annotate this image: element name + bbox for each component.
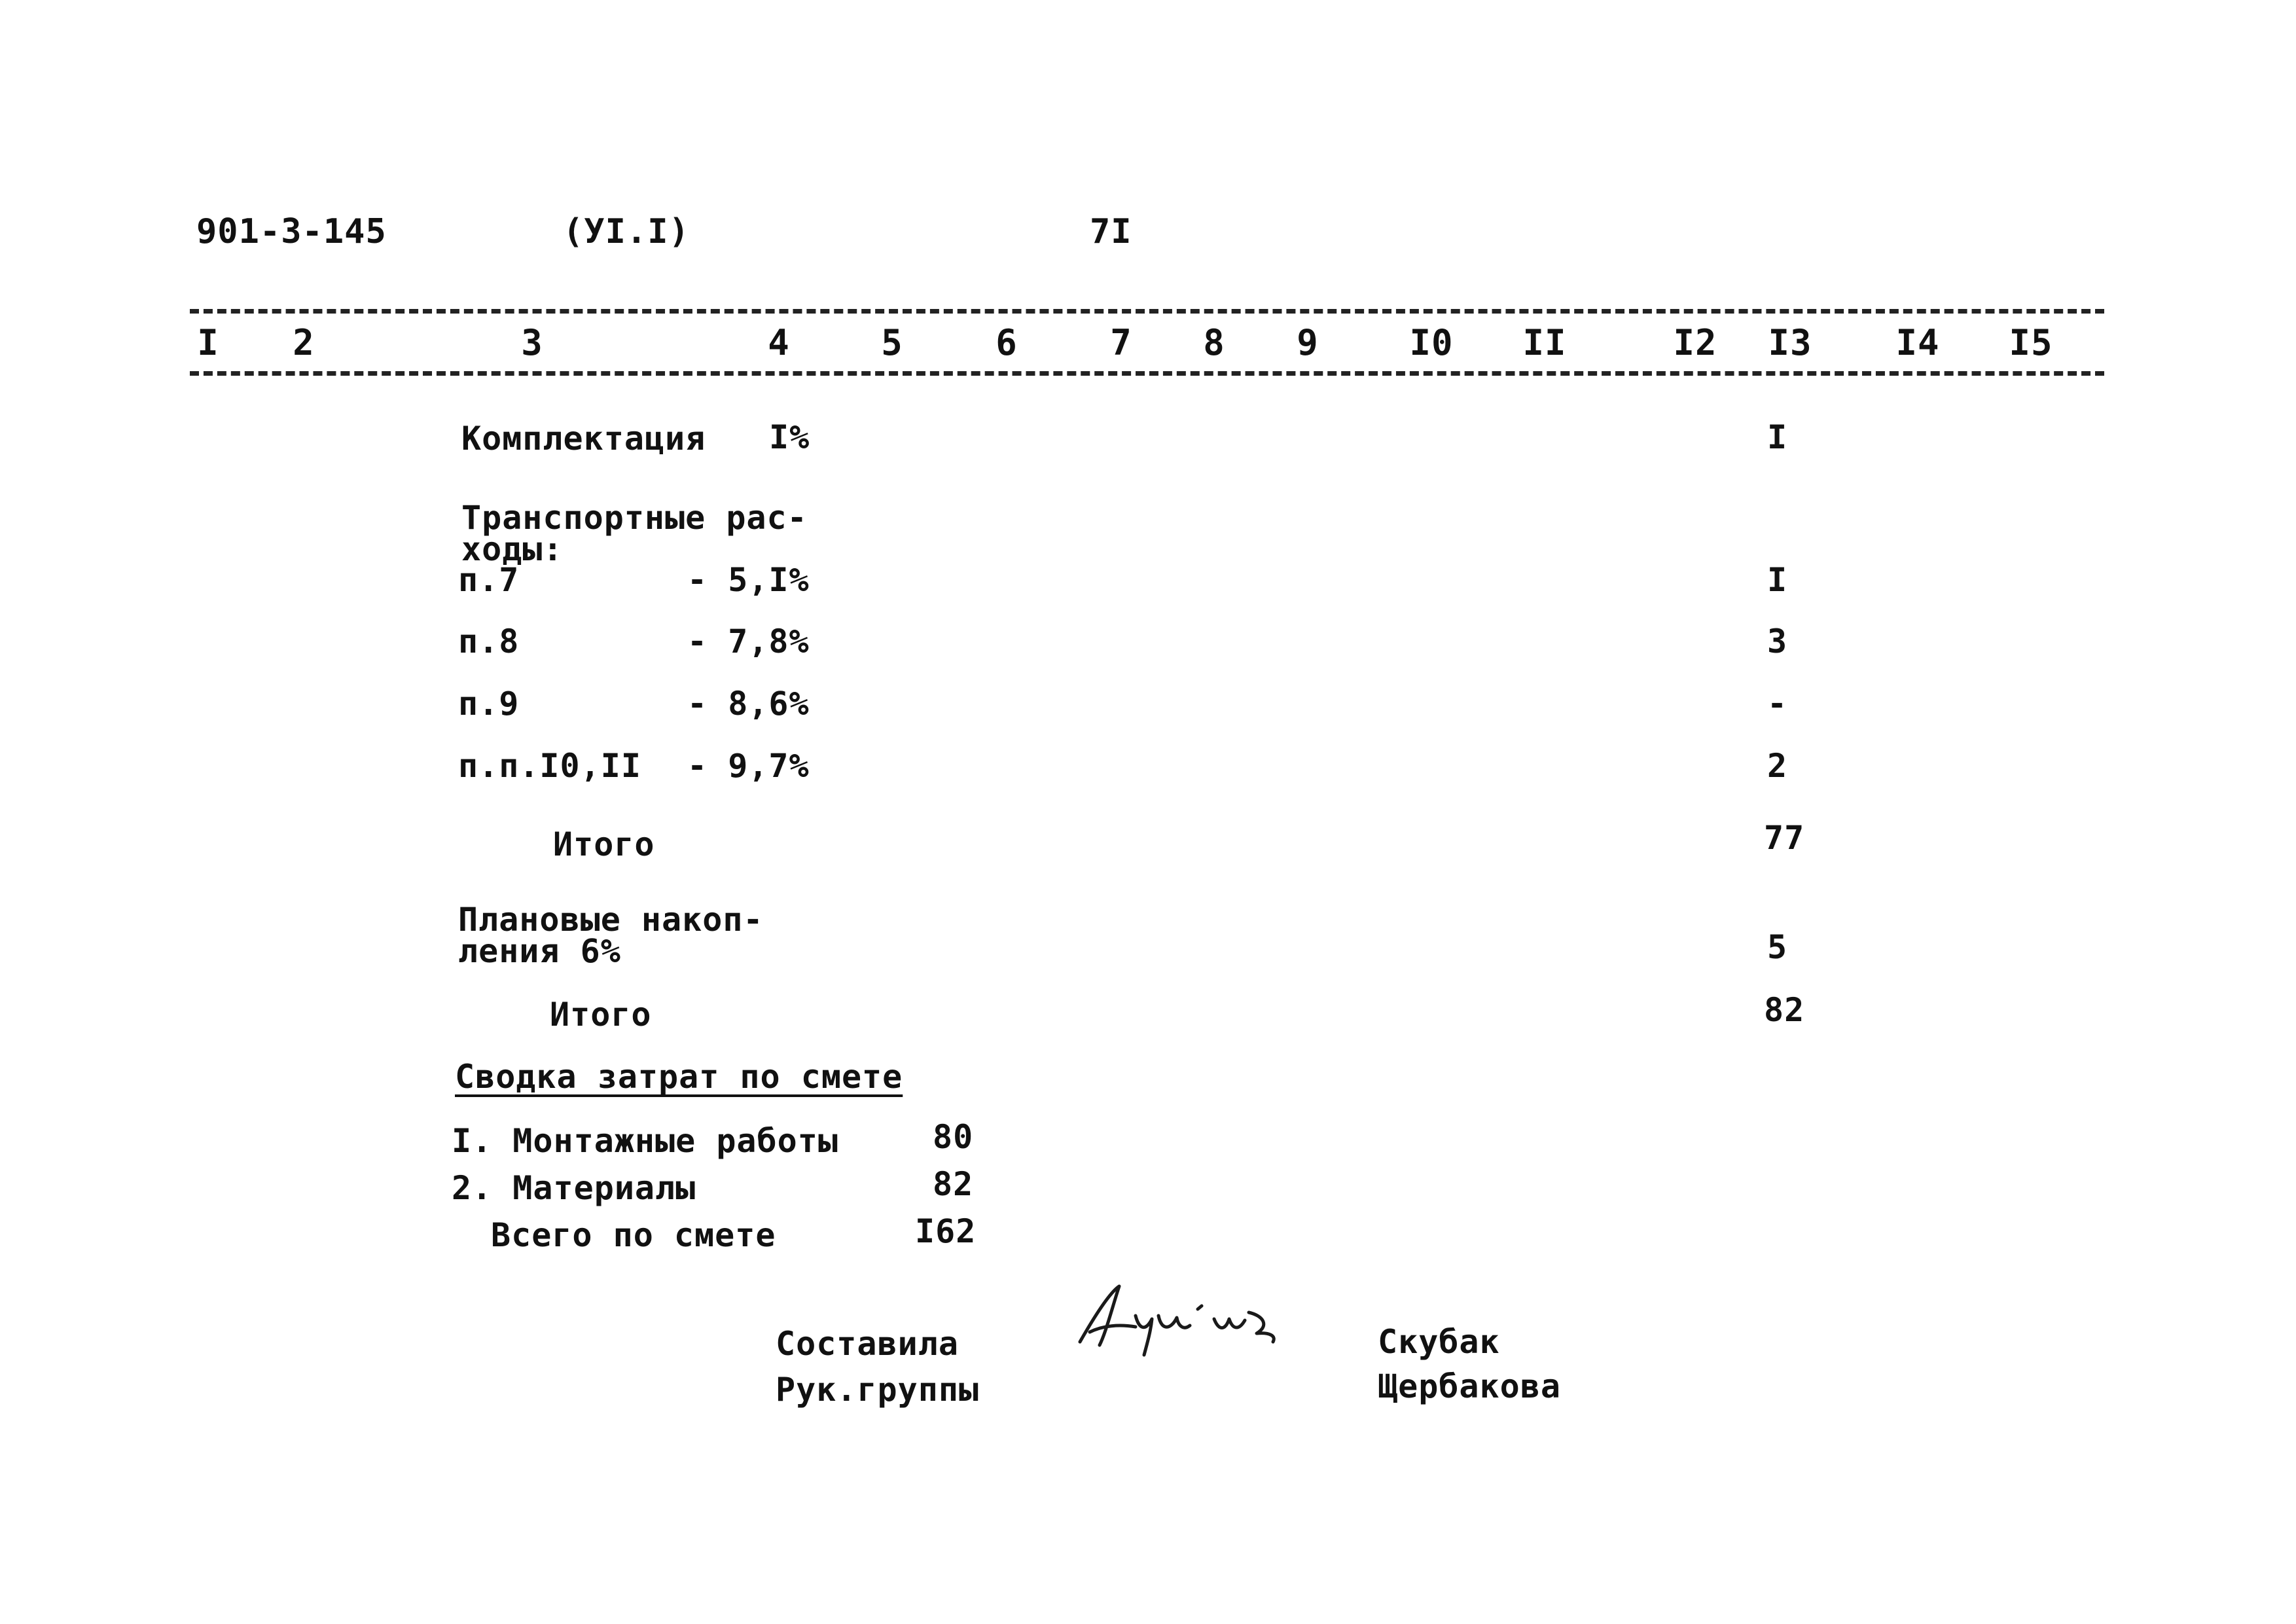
p9-label: п.9 <box>458 685 520 723</box>
plan-label-line1: Плановые накоп- <box>458 901 764 939</box>
column-header: II <box>1522 322 1567 363</box>
column-header: 3 <box>521 322 543 363</box>
p8-percent: - 7,8% <box>687 623 810 660</box>
column-header: I <box>197 322 219 363</box>
handwritten-signature <box>1073 1280 1283 1358</box>
composed-by-name: Скубак <box>1378 1323 1500 1361</box>
p8-label: п.8 <box>458 623 520 660</box>
summary-item-value: 80 <box>933 1118 974 1156</box>
summary-item-value: 82 <box>933 1165 974 1203</box>
column-header: 6 <box>996 322 1018 363</box>
p10-11-value: 2 <box>1767 747 1788 785</box>
column-header: I3 <box>1768 322 1812 363</box>
summary-total-label: Всего по смете <box>491 1216 776 1254</box>
summary-item-label: I. Монтажные работы <box>452 1122 838 1160</box>
column-header: I5 <box>2009 322 2053 363</box>
transport-label-line1: Транспортные рас- <box>461 499 808 537</box>
column-header: 7 <box>1110 322 1132 363</box>
summary-total-value: I62 <box>915 1212 977 1250</box>
top-dashed-rule <box>190 309 2104 314</box>
column-header: 4 <box>768 322 790 363</box>
p8-value: 3 <box>1767 623 1788 660</box>
document-number: 901-3-145 <box>196 212 387 251</box>
itogo-value-1: 77 <box>1764 819 1805 857</box>
summary-title: Сводка затрат по смете <box>455 1058 903 1096</box>
p10-11-percent: - 9,7% <box>687 747 810 785</box>
summary-item-label: 2. Материалы <box>452 1169 696 1207</box>
section-number: (УI.I) <box>563 212 690 251</box>
column-header: 5 <box>881 322 903 363</box>
p7-value: I <box>1767 561 1788 599</box>
column-header: I2 <box>1673 322 1717 363</box>
komplektatsiya-percent: I% <box>769 418 810 456</box>
plan-label-line2: ления 6% <box>458 932 621 970</box>
column-header: I4 <box>1895 322 1940 363</box>
composed-by-label: Составила <box>776 1325 959 1363</box>
itogo-value-2: 82 <box>1764 991 1805 1029</box>
p7-percent: - 5,I% <box>687 561 810 599</box>
column-header: 9 <box>1297 322 1319 363</box>
komplektatsiya-value: I <box>1767 418 1788 456</box>
p9-value: - <box>1767 685 1788 723</box>
column-header: 8 <box>1203 322 1225 363</box>
column-header: 2 <box>293 322 315 363</box>
itogo-label-2: Итого <box>550 996 652 1034</box>
head-of-group-name: Щербакова <box>1378 1367 1561 1405</box>
column-header: I0 <box>1409 322 1454 363</box>
transport-label-line2: ходы: <box>461 530 564 568</box>
p9-percent: - 8,6% <box>687 685 810 723</box>
p7-label: п.7 <box>458 561 520 599</box>
head-of-group-label: Рук.группы <box>776 1371 980 1409</box>
page-number: 7I <box>1090 212 1132 251</box>
p10-11-label: п.п.I0,II <box>458 747 641 785</box>
komplektatsiya-label: Комплектация <box>461 420 706 458</box>
plan-value: 5 <box>1767 928 1788 966</box>
itogo-label-1: Итого <box>553 825 655 863</box>
bottom-dashed-rule <box>190 371 2104 376</box>
